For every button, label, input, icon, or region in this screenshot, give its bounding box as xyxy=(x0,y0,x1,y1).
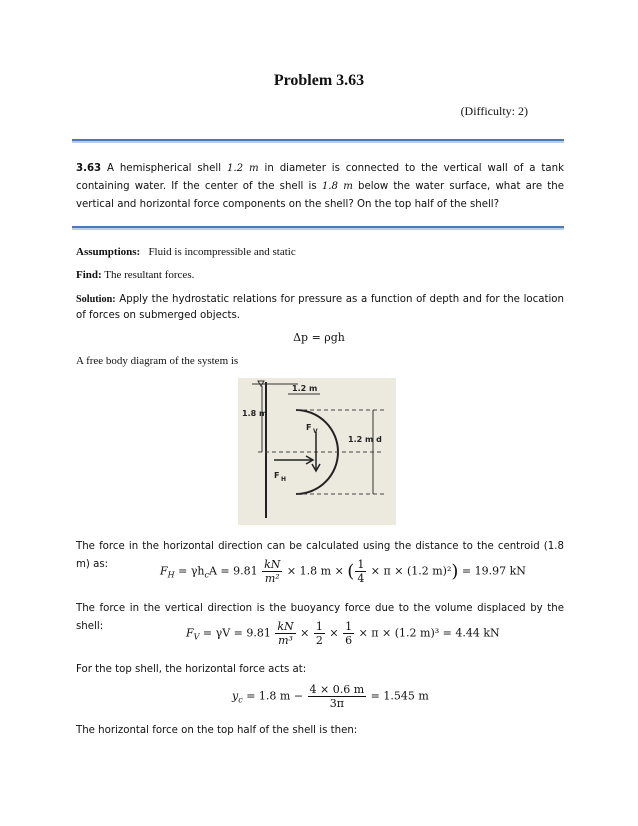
horizontal-text: The force in the horizontal direction can be calculated using the distance to the centroid (1.8 m) as: xyxy=(76,541,564,570)
problem-text-3: below the water surface, what are the vertical and horizontal force components on the shell? On the top half of the shell? xyxy=(76,181,564,210)
solution-text: Apply the hydrostatic relations for pressure as a function of depth and for the location of forces on submerged objects. xyxy=(76,294,564,321)
top-half-text: The horizontal force on the top half of the shell is then: xyxy=(76,725,358,736)
assumptions-label: Assumptions: xyxy=(76,246,141,258)
find-line xyxy=(76,269,564,281)
fh-c-subscript: c xyxy=(204,570,209,580)
half-denominator: 2 xyxy=(315,634,323,647)
fv-mid: = γV = 9.81 xyxy=(199,626,275,640)
sixth-fraction xyxy=(343,620,354,647)
find-text: The resultant forces. xyxy=(104,269,195,281)
top-shell-text: For the top shell, the horizontal force acts at: xyxy=(76,664,307,675)
problem-number: 3.63 xyxy=(76,163,102,174)
vertical-text: The force in the vertical direction is the buoyancy force due to the volume displaced by the shell: xyxy=(76,603,564,632)
find-label: Find: xyxy=(76,269,102,281)
diagram-label-fh-sub: H xyxy=(281,476,287,483)
page-title: Problem 3.63 xyxy=(273,72,365,89)
quarter-numerator: 1 xyxy=(357,558,365,571)
diagram-label-fh: F xyxy=(274,471,280,480)
fh-rest: A = 9.81 xyxy=(208,564,262,578)
fh-symbol: F xyxy=(160,564,168,578)
kn-numerator-2: kN xyxy=(277,620,294,633)
half-numerator: 1 xyxy=(315,620,323,633)
difficulty-label: (Difficulty: 2) xyxy=(460,104,528,118)
fbd-text: A free body diagram of the system is xyxy=(76,355,239,367)
yc-symbol: y xyxy=(232,689,239,703)
kn-m3-fraction xyxy=(275,620,295,647)
fh-tail-2: × π × (1.2 m)² xyxy=(367,564,452,578)
divider-bottom xyxy=(72,226,564,230)
divider-top xyxy=(72,139,564,143)
yc-denominator: 3π xyxy=(329,697,344,710)
problem-depth: 1.8 m xyxy=(321,181,353,192)
yc-fraction xyxy=(308,683,367,710)
fh-mid: = γh xyxy=(174,564,205,578)
fh-tail-1: × 1.8 m × xyxy=(283,564,348,578)
fv-symbol: F xyxy=(186,626,194,640)
solution-label: Solution: xyxy=(76,294,116,305)
fh-subscript: H xyxy=(167,570,175,580)
kn-numerator: kN xyxy=(264,558,281,571)
assumptions-line xyxy=(76,246,564,258)
diagram-drawing xyxy=(238,378,396,525)
pressure-equation: Δp = ρgh xyxy=(293,331,345,344)
quarter-denominator: 4 xyxy=(357,572,365,585)
problem-text-2: in diameter is connected to the vertical wall of a tank containing water. If the center of the shell is xyxy=(76,163,564,192)
quarter-fraction xyxy=(355,558,366,585)
problem-text-1: A hemispherical shell xyxy=(101,163,227,174)
free-body-diagram xyxy=(238,378,396,525)
sixth-denominator: 6 xyxy=(345,634,353,647)
yc-equation xyxy=(232,683,429,710)
kn-m2-fraction xyxy=(262,558,282,585)
m3-denominator: m³ xyxy=(278,634,293,647)
half-fraction xyxy=(314,620,325,647)
yc-result: = 1.545 m xyxy=(367,689,429,703)
problem-statement xyxy=(76,160,564,214)
fh-result: = 19.97 kN xyxy=(458,564,526,578)
diagram-label-fv-sub: V xyxy=(313,428,318,435)
solution-line xyxy=(76,292,564,324)
diagram-label-fv: F xyxy=(306,423,312,432)
fv-equation: $F_V = \gamma V = 9.81$ $\frac{kN}{\text{m³}}$ × $\frac{1}{2}$ × $\frac{1}{6}$ × π × (1.2 m)³ = 4.44 kN xyxy=(186,620,500,647)
assumptions-text: Fluid is incompressible and static xyxy=(148,246,296,258)
problem-diameter: 1.2 m xyxy=(226,163,259,174)
diagram-label-right: 1.2 m d xyxy=(348,435,382,444)
diagram-label-left: 1.8 m xyxy=(242,409,268,418)
fh-equation: $F_H = \gamma h_cA = 9.81$ $\frac{kN}{\text{m²}}$ × 1.8 m × ( $\frac{1}{4}$ × π × (1.2 m)²) = 19.97 kN xyxy=(160,558,526,585)
fv-tail: × π × (1.2 m)³ = 4.44 kN xyxy=(355,626,500,640)
diagram-label-top: 1.2 m xyxy=(292,384,318,393)
sixth-numerator: 1 xyxy=(345,620,353,633)
fv-subscript: V xyxy=(193,632,200,642)
m2-denominator: m² xyxy=(264,572,280,585)
yc-numerator: 4 × 0.6 m xyxy=(309,683,365,696)
yc-subscript: c xyxy=(238,695,243,705)
yc-mid: = 1.8 m − xyxy=(242,689,307,703)
